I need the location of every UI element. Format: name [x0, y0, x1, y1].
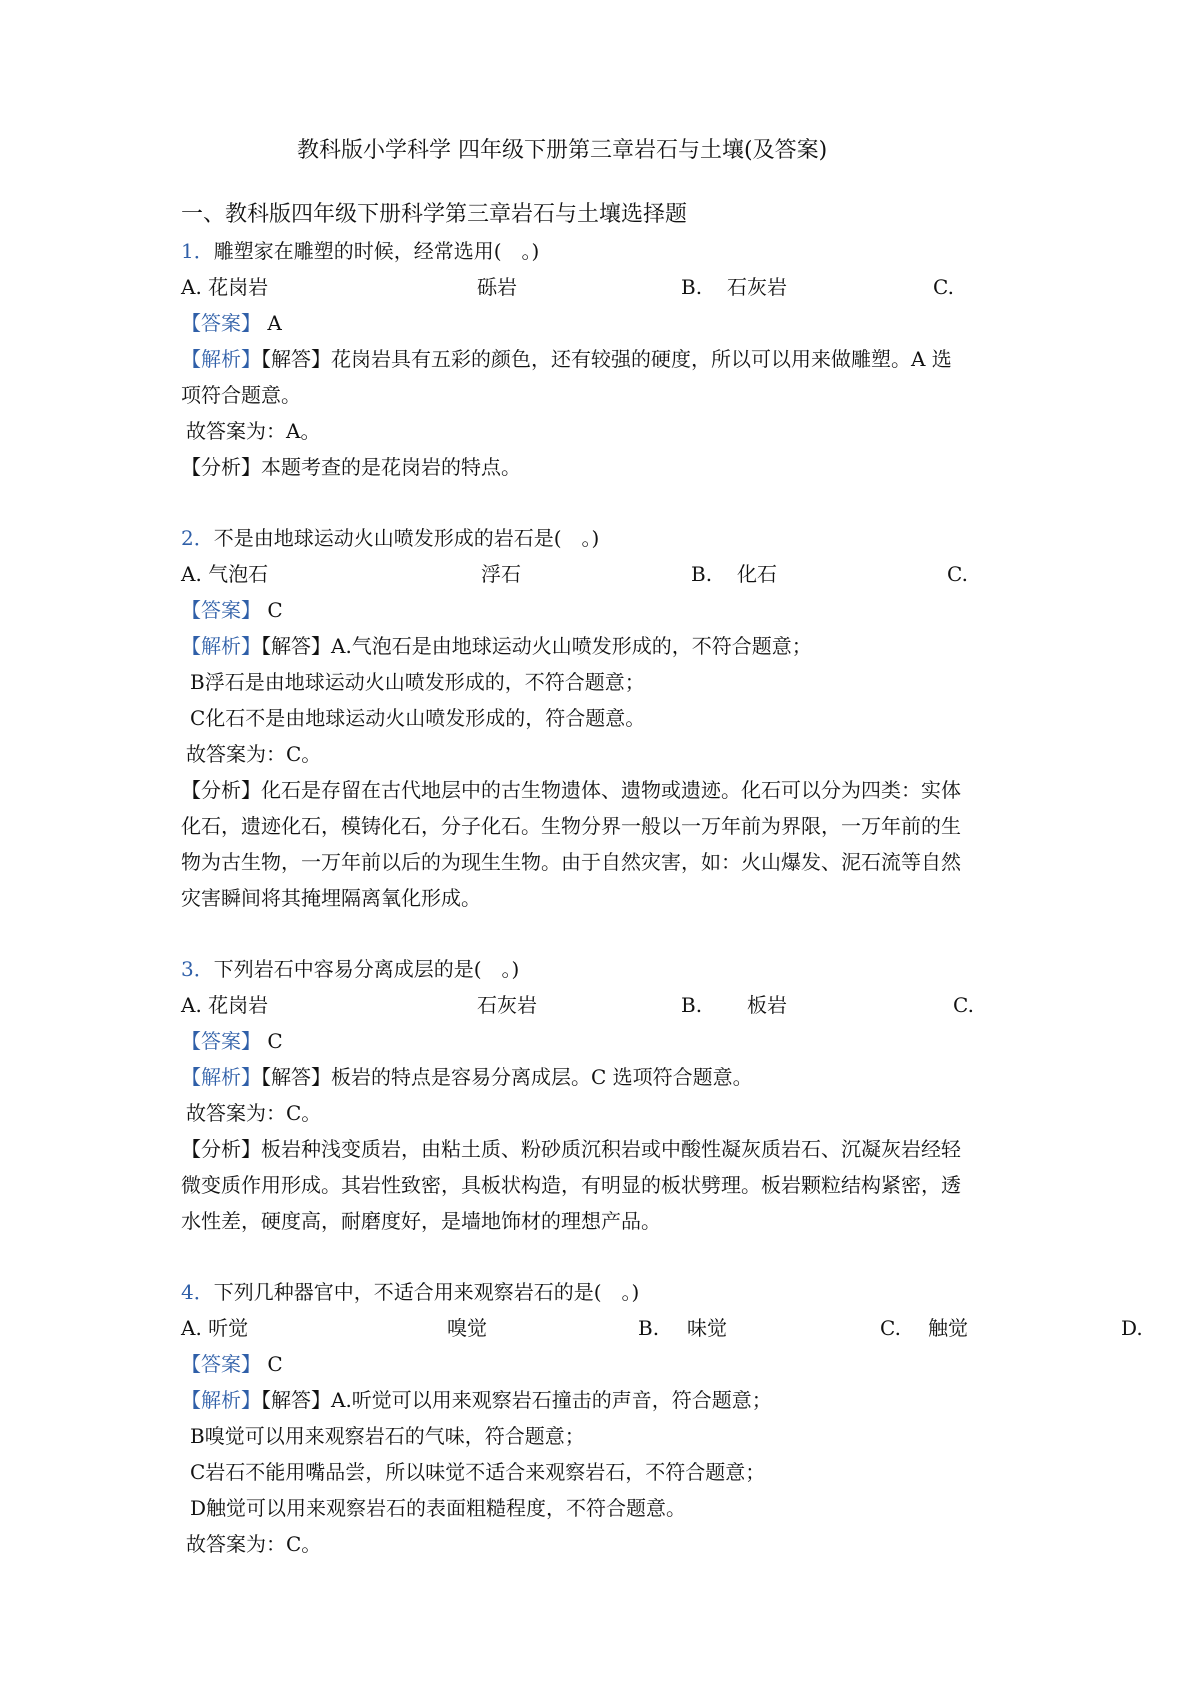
conclusion: 故答案为：C。: [186, 1101, 322, 1125]
option-c: C.: [947, 562, 968, 586]
option-b: B.: [681, 993, 703, 1017]
answer-value: C: [267, 1352, 283, 1376]
option-a: A. 听觉: [181, 1316, 249, 1340]
analysis-line: [181, 1063, 753, 1091]
fenxi: 【分析】化石是存留在古代地层中的古生物遗体、遗物或遗迹。化石可以分为四类：实体: [181, 778, 961, 802]
conclusion: 故答案为：C。: [186, 742, 322, 766]
question-4: [181, 1278, 639, 1306]
option-a: A. 气泡石: [181, 562, 269, 586]
answer-line: [181, 309, 282, 337]
analysis-line: [181, 1386, 772, 1414]
analysis-tag: 【解析】: [181, 634, 261, 658]
option-a: A. 花岗岩: [181, 993, 269, 1017]
conclusion: 故答案为：A。: [186, 419, 321, 443]
question-number: 1．: [181, 239, 214, 263]
option-text: 石灰岩: [477, 993, 537, 1017]
question-text: 不是由地球运动火山喷发形成的岩石是( 。): [213, 526, 600, 550]
analysis-text: D触觉可以用来观察岩石的表面粗糙程度，不符合题意。: [190, 1496, 687, 1520]
analysis-text: 【解答】花岗岩具有五彩的颜色，还有较强的硬度，所以可以用来做雕塑。A 选: [261, 347, 952, 371]
answer-line: [181, 1027, 283, 1055]
option-text: 味觉: [687, 1316, 727, 1340]
analysis-text: 【解答】A.听觉可以用来观察岩石撞击的声音，符合题意；: [261, 1388, 772, 1412]
question-3: [181, 955, 519, 983]
fenxi: 物为古生物，一万年前以后的为现生生物。由于自然灾害，如：火山爆发、泥石流等自然: [181, 850, 961, 874]
analysis-text: C化石不是由地球运动火山喷发形成的，符合题意。: [190, 706, 646, 730]
option-b: B.: [691, 562, 713, 586]
option-b: B.: [638, 1316, 660, 1340]
analysis-text: 【解答】A.气泡石是由地球运动火山喷发形成的，不符合题意；: [261, 634, 812, 658]
option-text: 浮石: [481, 562, 521, 586]
fenxi: 灾害瞬间将其掩埋隔离氧化形成。: [181, 886, 481, 910]
analysis-tag: 【解析】: [181, 347, 261, 371]
question-number: 4．: [181, 1280, 214, 1304]
option-text: 板岩: [747, 993, 787, 1017]
analysis-text: B浮石是由地球运动火山喷发形成的，不符合题意；: [190, 670, 645, 694]
analysis-line: [181, 345, 952, 373]
conclusion: 故答案为：C。: [186, 1532, 322, 1556]
option-text: 触觉: [928, 1316, 968, 1340]
fenxi: 化石，遗迹化石，模铸化石，分子化石。生物分界一般以一万年前为界限，一万年前的生: [181, 814, 961, 838]
analysis-line: [181, 632, 812, 660]
option-c: C.: [953, 993, 974, 1017]
question-text: 下列岩石中容易分离成层的是( 。): [213, 957, 520, 981]
question-2: [181, 524, 599, 552]
option-d: D.: [1121, 1316, 1143, 1340]
answer-line: [181, 596, 283, 624]
fenxi: 【分析】本题考查的是花岗岩的特点。: [181, 455, 521, 479]
page-title: 教科版小学科学 四年级下册第三章岩石与土壤(及答案): [297, 138, 828, 163]
fenxi: 微变质作用形成。其岩性致密，具板状构造，有明显的板状劈理。板岩颗粒结构紧密，透: [181, 1173, 961, 1197]
analysis-tag: 【解析】: [181, 1065, 261, 1089]
option-c: C.: [933, 275, 954, 299]
answer-value: A: [267, 311, 282, 335]
analysis-text: 【解答】板岩的特点是容易分离成层。C 选项符合题意。: [261, 1065, 753, 1089]
answer-line: [181, 1350, 283, 1378]
answer-value: C: [267, 598, 283, 622]
analysis-tag: 【解析】: [181, 1388, 261, 1412]
answer-tag: 【答案】: [181, 598, 261, 622]
answer-tag: 【答案】: [181, 1352, 261, 1376]
option-text: 嗅觉: [447, 1316, 487, 1340]
question-text: 下列几种器官中，不适合用来观察岩石的是( 。): [213, 1280, 640, 1304]
option-text: 石灰岩: [727, 275, 787, 299]
analysis-text: B嗅觉可以用来观察岩石的气味，符合题意；: [190, 1424, 585, 1448]
answer-tag: 【答案】: [181, 311, 261, 335]
analysis-text: 项符合题意。: [181, 383, 301, 407]
analysis-text: C岩石不能用嘴品尝，所以味觉不适合来观察岩石，不符合题意；: [190, 1460, 766, 1484]
fenxi: 水性差，硬度高，耐磨度好，是墙地饰材的理想产品。: [181, 1209, 661, 1233]
question-number: 2．: [181, 526, 214, 550]
answer-tag: 【答案】: [181, 1029, 261, 1053]
question-1: [181, 237, 539, 265]
question-text: 雕塑家在雕塑的时候，经常选用( 。): [213, 239, 540, 263]
option-b: B.: [681, 275, 703, 299]
section-heading: 一、教科版四年级下册科学第三章岩石与土壤选择题: [181, 202, 688, 227]
question-number: 3．: [181, 957, 214, 981]
option-text: 砾岩: [477, 275, 517, 299]
answer-value: C: [267, 1029, 283, 1053]
fenxi: 【分析】板岩种浅变质岩，由粘土质、粉砂质沉积岩或中酸性凝灰质岩石、沉凝灰岩经轻: [181, 1137, 961, 1161]
option-c: C.: [880, 1316, 901, 1340]
option-a: A. 花岗岩: [181, 275, 269, 299]
option-text: 化石: [737, 562, 777, 586]
